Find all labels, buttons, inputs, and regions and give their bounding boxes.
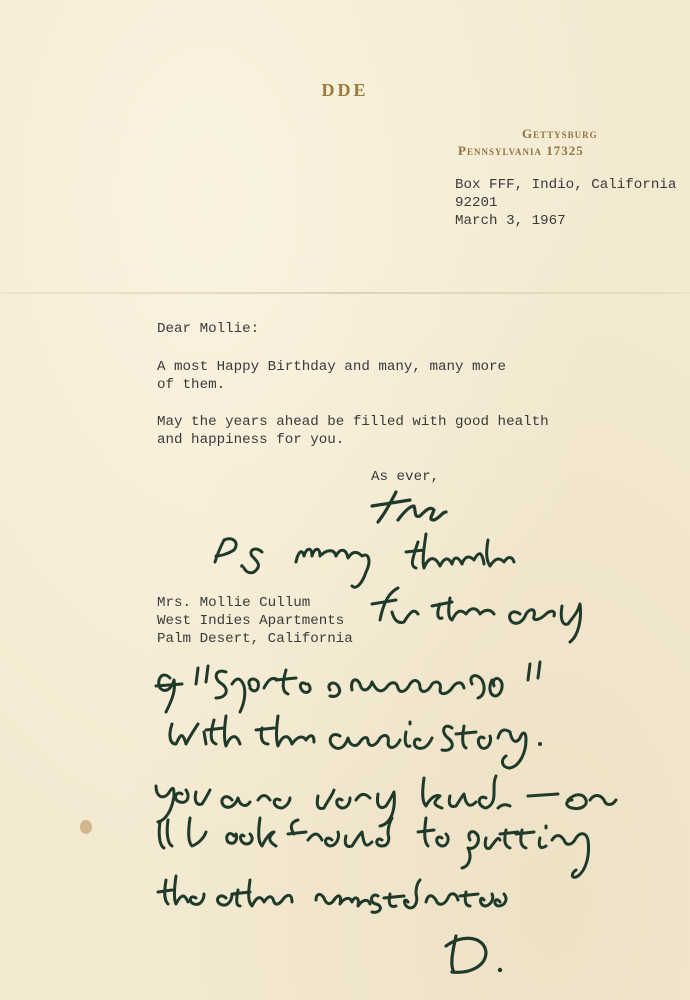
signature-ike [372,492,446,522]
handwritten-line-2 [372,588,581,642]
body-paragraph2-line2: and happiness for you. [157,432,345,448]
handwritten-initial-d [446,936,502,972]
handwritten-line-3 [156,662,540,712]
salutation: Dear Mollie: [157,321,260,337]
sender-address-zip: 92201 [455,195,498,211]
letter-date: March 3, 1967 [455,213,566,229]
handwritten-line-7 [158,876,506,912]
handwritten-line-1 [215,534,514,587]
recipient-name: Mrs. Mollie Cullum [157,595,311,611]
letterhead-monogram: DDE [321,80,369,100]
handwritten-line-5 [156,776,616,826]
sender-address-line1: Box FFF, Indio, California [455,177,677,193]
letterhead-city: Gettysburg [522,126,598,141]
letterhead-state-zip: Pennsylvania 17325 [458,143,584,158]
handwritten-line-4 [170,716,542,768]
recipient-address-line2: West Indies Apartments [157,613,345,629]
body-paragraph1-line2: of them. [157,377,226,393]
handwritten-line-6 [159,818,588,877]
recipient-address-line3: Palm Desert, California [157,631,353,647]
closing: As ever, [371,469,440,485]
body-paragraph1-line1: A most Happy Birthday and many, many more [157,359,507,375]
body-paragraph2-line1: May the years ahead be filled with good health [157,414,549,430]
